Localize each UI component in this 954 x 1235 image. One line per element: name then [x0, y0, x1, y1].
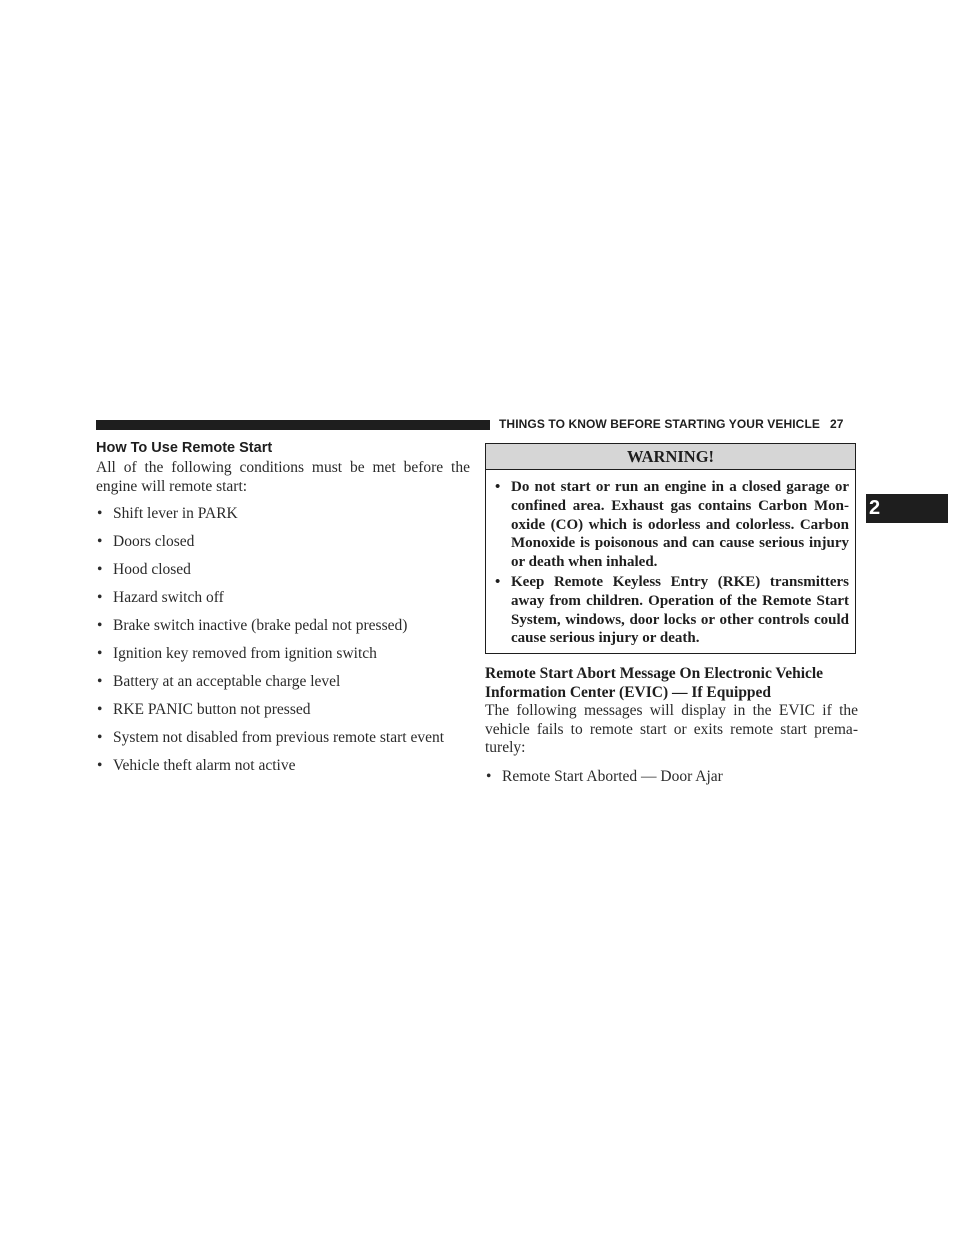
bullet-icon: •: [97, 561, 103, 578]
section-title: THINGS TO KNOW BEFORE STARTING YOUR VEHICLE: [499, 417, 820, 431]
warning-item: • Do not start or run an engine in a closed garage or confined area. Exhaust gas contains Carbon Monoxide (CO) which is odorless and colorless. Carbon Monoxide is poisonous and can cause serious injury or death when inhaled.: [495, 479, 849, 571]
bullet-icon: •: [495, 479, 501, 495]
list-item: • System not disabled from previous remote start event: [97, 729, 445, 746]
page-number: 27: [829, 417, 844, 431]
chapter-tab: 2: [866, 494, 948, 523]
bullet-icon: •: [97, 757, 103, 774]
list-item: • Vehicle theft alarm not active: [97, 757, 296, 774]
list-item: • RKE PANIC button not pressed: [97, 701, 311, 718]
list-item: • Ignition key removed from ignition switch: [97, 645, 377, 662]
warning-box: [485, 443, 856, 654]
bullet-icon: •: [97, 673, 103, 690]
list-item: • Doors closed: [97, 533, 195, 550]
warning-list: [486, 478, 855, 648]
section-heading: How To Use Remote Start: [96, 440, 273, 456]
messages-list: [485, 767, 858, 786]
list-item: • Shift lever in PARK: [97, 505, 238, 522]
subsection-heading: Remote Start Abort Message On Electronic Vehicle Information Center (EVIC) — If Equipped: [485, 665, 824, 701]
bullet-icon: •: [97, 701, 103, 718]
header-rule: [96, 420, 490, 430]
bullet-icon: •: [495, 573, 501, 590]
intro-paragraph: All of the following conditions must be met before the engine will remote start:: [96, 459, 470, 495]
bullet-icon: •: [486, 768, 492, 786]
left-column: [96, 439, 470, 784]
warning-title: WARNING!: [486, 444, 855, 470]
bullet-icon: •: [97, 645, 103, 662]
conditions-list: [96, 504, 470, 775]
list-item: • Hood closed: [97, 561, 191, 578]
list-item: • Brake switch inactive (brake pedal not pressed): [97, 617, 408, 634]
right-column: [485, 664, 858, 786]
bullet-icon: •: [97, 505, 103, 522]
bullet-icon: •: [97, 617, 103, 634]
list-item: • Remote Start Aborted — Door Ajar: [486, 768, 723, 786]
bullet-icon: •: [97, 589, 103, 606]
body-paragraph: The following messages will display in the EVIC if the vehicle fails to remote start or exits remote start prematurely:: [485, 702, 858, 757]
bullet-icon: •: [97, 729, 103, 746]
list-item: • Hazard switch off: [97, 589, 224, 606]
bullet-icon: •: [97, 533, 103, 550]
list-item: • Battery at an acceptable charge level: [97, 673, 341, 690]
warning-item: • Keep Remote Keyless Entry (RKE) transmitters away from children. Operation of the Remote Start System, windows, door locks or other controls could cause serious injury or death.: [495, 573, 849, 647]
running-header: [499, 417, 859, 431]
